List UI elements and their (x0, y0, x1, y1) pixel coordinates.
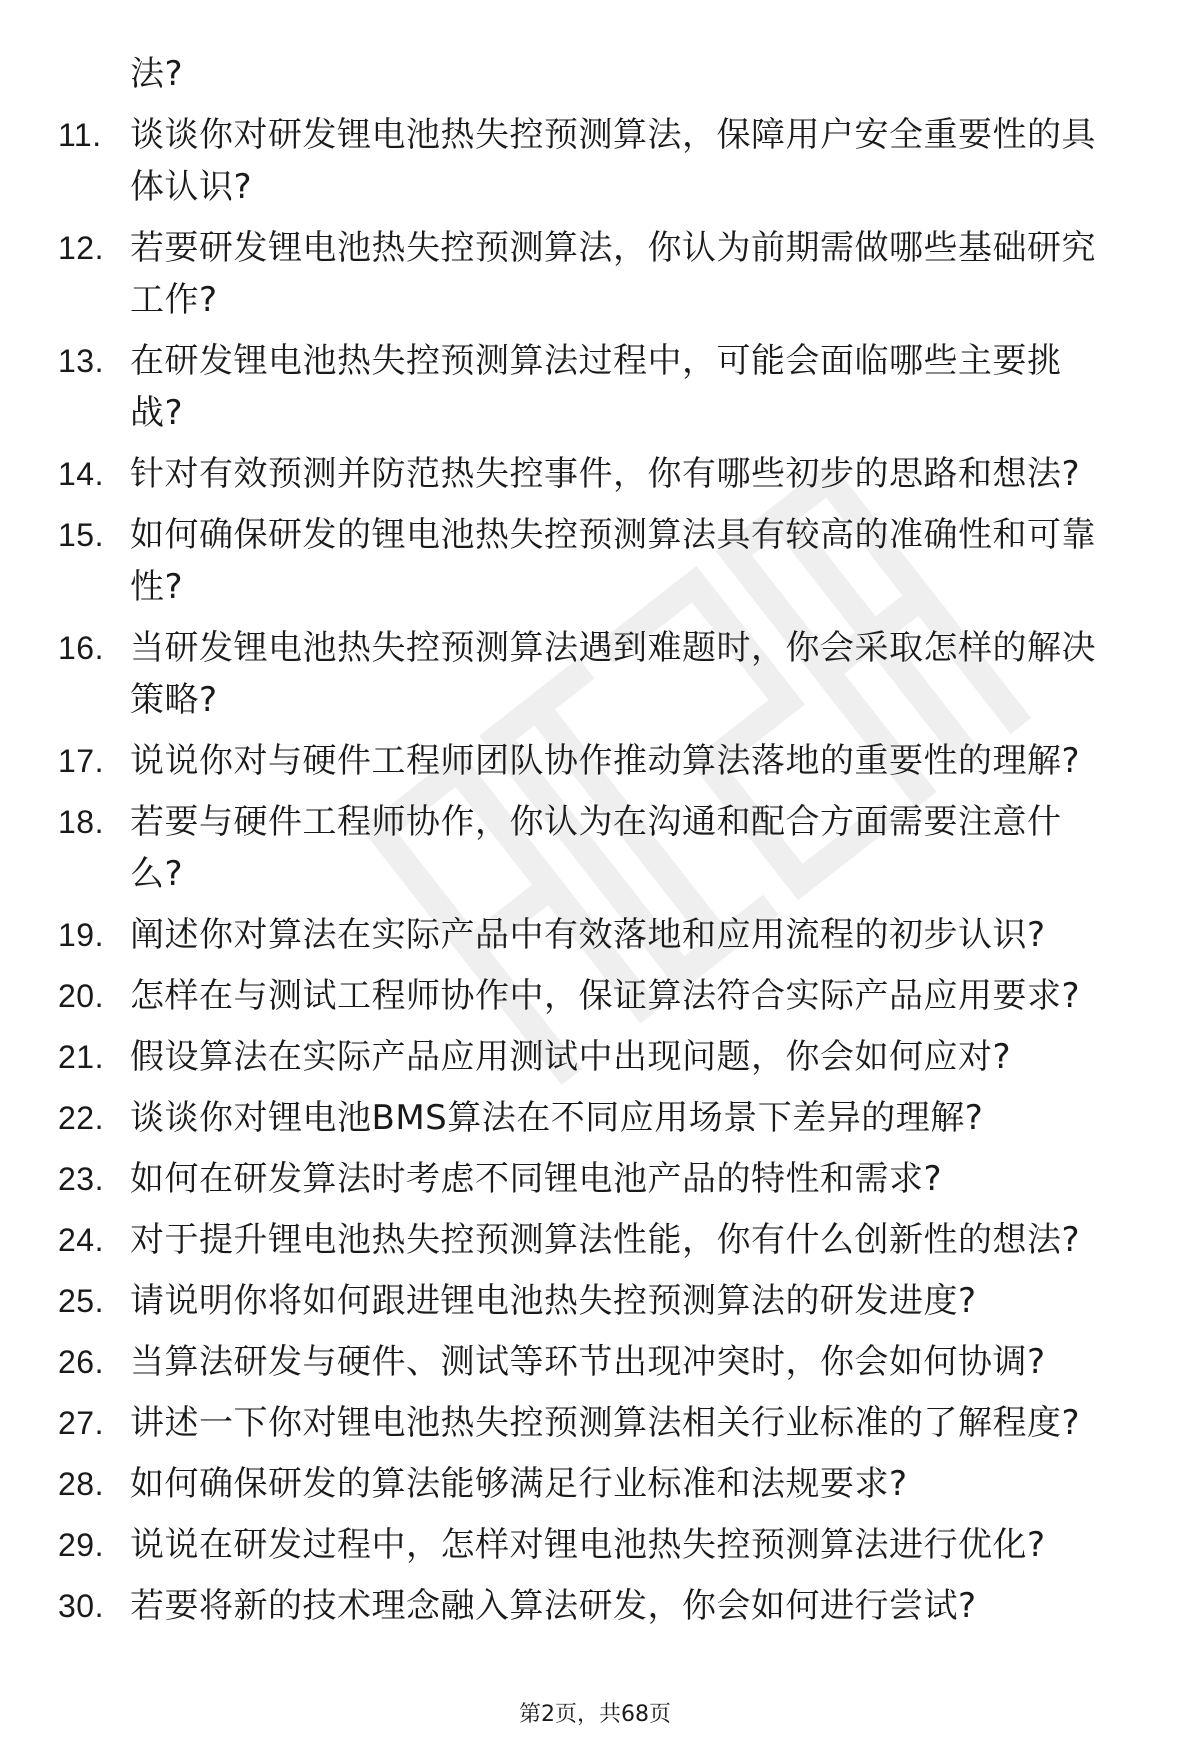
list-item-continuation (0, 387, 1190, 439)
list-item-continuation (0, 274, 1190, 326)
question-text: 阐述你对算法在实际产品中有效落地和应用流程的初步认识? (130, 915, 1046, 955)
list-item-continuation (0, 161, 1190, 213)
list-item (0, 335, 1190, 387)
question-number: 26. (58, 1344, 104, 1380)
list-item (0, 448, 1190, 500)
list-item (0, 1397, 1190, 1449)
list-item (0, 1336, 1190, 1388)
question-number: 12. (58, 230, 104, 266)
question-number: 14. (58, 456, 104, 492)
list-item (0, 1092, 1190, 1144)
question-number: 20. (58, 978, 104, 1014)
question-text: 若要将新的技术理念融入算法研发，你会如何进行尝试? (130, 1586, 977, 1626)
question-text: 针对有效预测并防范热失控事件，你有哪些初步的思路和想法? (130, 454, 1081, 494)
question-text: 若要研发锂电池热失控预测算法，你认为前期需做哪些基础研究 (130, 228, 1096, 268)
question-text: 在研发锂电池热失控预测算法过程中，可能会面临哪些主要挑 (130, 341, 1062, 381)
question-text: 说说在研发过程中，怎样对锂电池热失控预测算法进行优化? (130, 1525, 1046, 1565)
list-item-continuation (0, 848, 1190, 900)
question-text: 如何确保研发的锂电池热失控预测算法具有较高的准确性和可靠 (130, 515, 1096, 555)
question-text: 法? (130, 54, 184, 94)
list-item (0, 48, 1190, 100)
list-item (0, 1580, 1190, 1632)
question-text: 请说明你将如何跟进锂电池热失控预测算法的研发进度? (130, 1281, 977, 1321)
question-text: 怎样在与测试工程师协作中，保证算法符合实际产品应用要求? (130, 976, 1081, 1016)
question-number: 28. (58, 1466, 104, 1502)
question-number: 16. (58, 630, 104, 666)
question-text: 对于提升锂电池热失控预测算法性能，你有什么创新性的想法? (130, 1220, 1081, 1260)
question-number: 13. (58, 343, 104, 379)
question-number: 17. (58, 743, 104, 779)
question-number: 23. (58, 1161, 104, 1197)
list-item (0, 796, 1190, 848)
list-item (0, 1275, 1190, 1327)
question-text: 如何在研发算法时考虑不同锂电池产品的特性和需求? (130, 1159, 943, 1199)
list-item (0, 1214, 1190, 1266)
question-number: 15. (58, 517, 104, 553)
question-text: 性? (130, 567, 184, 607)
list-item (0, 1031, 1190, 1083)
list-item (0, 735, 1190, 787)
list-item (0, 1519, 1190, 1571)
question-number: 24. (58, 1222, 104, 1258)
question-number: 25. (58, 1283, 104, 1319)
question-number: 18. (58, 804, 104, 840)
list-item (0, 509, 1190, 561)
list-item-continuation (0, 561, 1190, 613)
question-text: 体认识? (130, 167, 253, 207)
question-number: 19. (58, 917, 104, 953)
list-item (0, 970, 1190, 1022)
question-text: 讲述一下你对锂电池热失控预测算法相关行业标准的了解程度? (130, 1403, 1081, 1443)
question-text: 如何确保研发的算法能够满足行业标准和法规要求? (130, 1464, 908, 1504)
list-item (0, 1153, 1190, 1205)
list-item (0, 222, 1190, 274)
question-text: 若要与硬件工程师协作，你认为在沟通和配合方面需要注意什 (130, 802, 1062, 842)
question-number: 21. (58, 1039, 104, 1075)
question-text: 策略? (130, 680, 218, 720)
question-text: 当研发锂电池热失控预测算法遇到难题时，你会采取怎样的解决 (130, 628, 1096, 668)
question-text: 说说你对与硬件工程师团队协作推动算法落地的重要性的理解? (130, 741, 1081, 781)
list-item (0, 909, 1190, 961)
question-text: 当算法研发与硬件、测试等环节出现冲突时，你会如何协调? (130, 1342, 1046, 1382)
question-number: 29. (58, 1527, 104, 1563)
question-number: 22. (58, 1100, 104, 1136)
question-text: 假设算法在实际产品应用测试中出现问题，你会如何应对? (130, 1037, 1012, 1077)
list-item (0, 1458, 1190, 1510)
question-number: 27. (58, 1405, 104, 1441)
question-number: 11. (58, 117, 102, 153)
question-text: 谈谈你对研发锂电池热失控预测算法，保障用户安全重要性的具 (130, 115, 1096, 155)
question-text: 工作? (130, 280, 218, 320)
question-number: 30. (58, 1588, 104, 1624)
question-text: 战? (130, 393, 184, 433)
question-text: 谈谈你对锂电池BMS算法在不同应用场景下差异的理解? (130, 1098, 984, 1138)
list-item-continuation (0, 674, 1190, 726)
page-footer: 第2页，共68页 (519, 1702, 671, 1727)
list-item (0, 109, 1190, 161)
question-text: 么? (130, 854, 184, 894)
list-item (0, 622, 1190, 674)
